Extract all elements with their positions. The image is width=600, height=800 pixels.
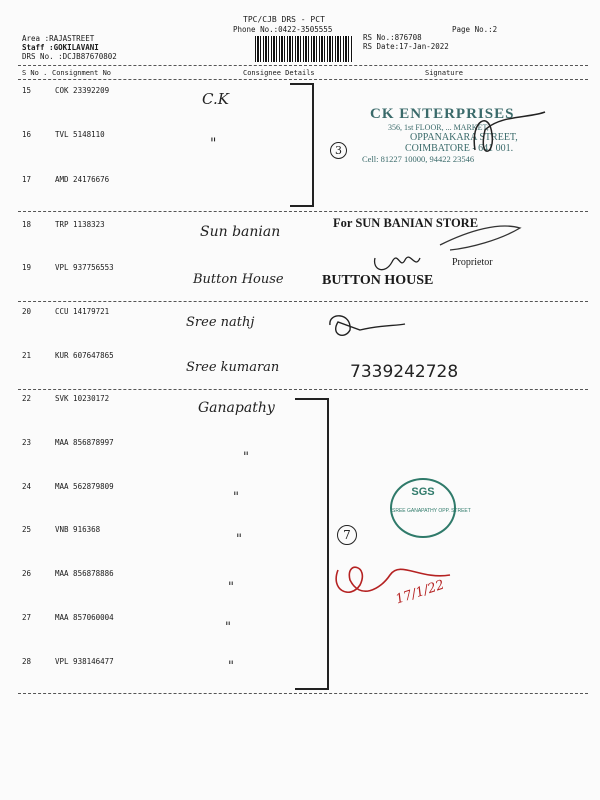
sgs-stamp-name: SGS <box>411 486 435 498</box>
row-number: 17 <box>22 175 32 184</box>
consignee-handwritten: Sree nathj <box>186 315 255 330</box>
consignment-number: SVK 10230172 <box>55 394 110 403</box>
ck-stamp-line: OPPANAKARA STREET, <box>410 132 518 143</box>
row-number: 19 <box>22 263 32 272</box>
consignment-number: VPL 937756553 <box>55 263 114 272</box>
sgs-stamp <box>390 478 471 538</box>
consignment-number: MAA 856878886 <box>55 569 114 578</box>
consignment-number: COK 23392209 <box>55 86 110 95</box>
row-number: 21 <box>22 351 32 360</box>
consignee-handwritten: " <box>228 580 234 595</box>
row-number: 16 <box>22 130 32 139</box>
row-number: 15 <box>22 86 32 95</box>
row-number: 24 <box>22 482 32 491</box>
col-consignment: Consignment No <box>52 69 112 77</box>
ck-stamp-name: CK ENTERPRISES <box>370 106 515 122</box>
consignee-handwritten: " <box>210 136 217 152</box>
consignee-handwritten: " <box>233 490 239 505</box>
col-signature: Signature <box>425 69 463 77</box>
handwritten-date: 17/1/22 <box>393 577 447 608</box>
row-number: 20 <box>22 307 32 316</box>
row-number: 23 <box>22 438 32 447</box>
area-field: Area :RAJASTREET <box>22 34 95 43</box>
rs-number: RS No.:876708 <box>363 33 422 42</box>
consignment-number: TRP 1138323 <box>55 220 105 229</box>
consignment-number: TVL 5148110 <box>55 130 105 139</box>
consignee-handwritten: Button House <box>193 272 284 287</box>
drs-number: DRS No. :DCJB87670802 <box>22 52 117 61</box>
ck-stamp-line: Cell: 81227 10000, 94422 23546 <box>362 154 475 164</box>
col-sno: S No . <box>22 69 48 77</box>
consignee-handwritten: " <box>243 450 249 465</box>
group2-count: 7 <box>337 525 357 545</box>
row-number: 18 <box>22 220 32 229</box>
staff-field: Staff :GOKILAVANI <box>22 43 99 52</box>
consignment-number: MAA 856878997 <box>55 438 114 447</box>
row-number: 27 <box>22 613 32 622</box>
consignee-handwritten: C.K <box>202 90 229 108</box>
consignee-handwritten: Sun banian <box>200 224 281 240</box>
consignment-number: MAA 562879809 <box>55 482 114 491</box>
col-consignee: Consignee Details <box>243 69 315 77</box>
row-number: 28 <box>22 657 32 666</box>
row-number: 25 <box>22 525 32 534</box>
consignment-number: AMD 24176676 <box>55 175 110 184</box>
consignment-number: KUR 607647865 <box>55 351 114 360</box>
consignee-handwritten: " <box>225 620 231 635</box>
proprietor-label: Proprietor <box>452 257 493 268</box>
consignment-number: VNB 916368 <box>55 525 101 534</box>
header-phone: Phone No.:0422-3505555 <box>233 25 333 34</box>
consignee-handwritten: " <box>236 532 242 547</box>
button-house-signature-icon <box>375 257 420 270</box>
consignment-number: MAA 857060004 <box>55 613 114 622</box>
document-title: TPC/CJB DRS - PCT <box>243 15 325 24</box>
ck-stamp-line: 356, 1st FLOOR, ... MARKET, <box>388 123 489 132</box>
page-number: Page No.:2 <box>452 25 498 34</box>
row-number: 22 <box>22 394 32 403</box>
consignment-number: CCU 14179721 <box>55 307 110 316</box>
handwritten-phone: 7339242728 <box>350 362 459 382</box>
consignment-number: VPL 938146477 <box>55 657 114 666</box>
consignee-handwritten: " <box>228 659 234 674</box>
sree-nathji-signature-icon <box>330 316 405 335</box>
group1-count: 3 <box>330 142 347 159</box>
rs-date: RS Date:17-Jan-2022 <box>363 42 449 51</box>
consignee-handwritten: Ganapathy <box>198 400 275 416</box>
consignee-handwritten: Sree kumaran <box>186 360 280 375</box>
sun-banian-stamp: For SUN BANIAN STORE <box>333 216 479 230</box>
ck-stamp-line: COIMBATORE - 641 001. <box>405 143 514 154</box>
button-house-stamp: BUTTON HOUSE <box>322 273 434 288</box>
row-number: 26 <box>22 569 32 578</box>
sgs-stamp-sub: SREE GANAPATHY OPP. STREET <box>392 508 471 514</box>
ck-signature-icon <box>474 112 545 151</box>
